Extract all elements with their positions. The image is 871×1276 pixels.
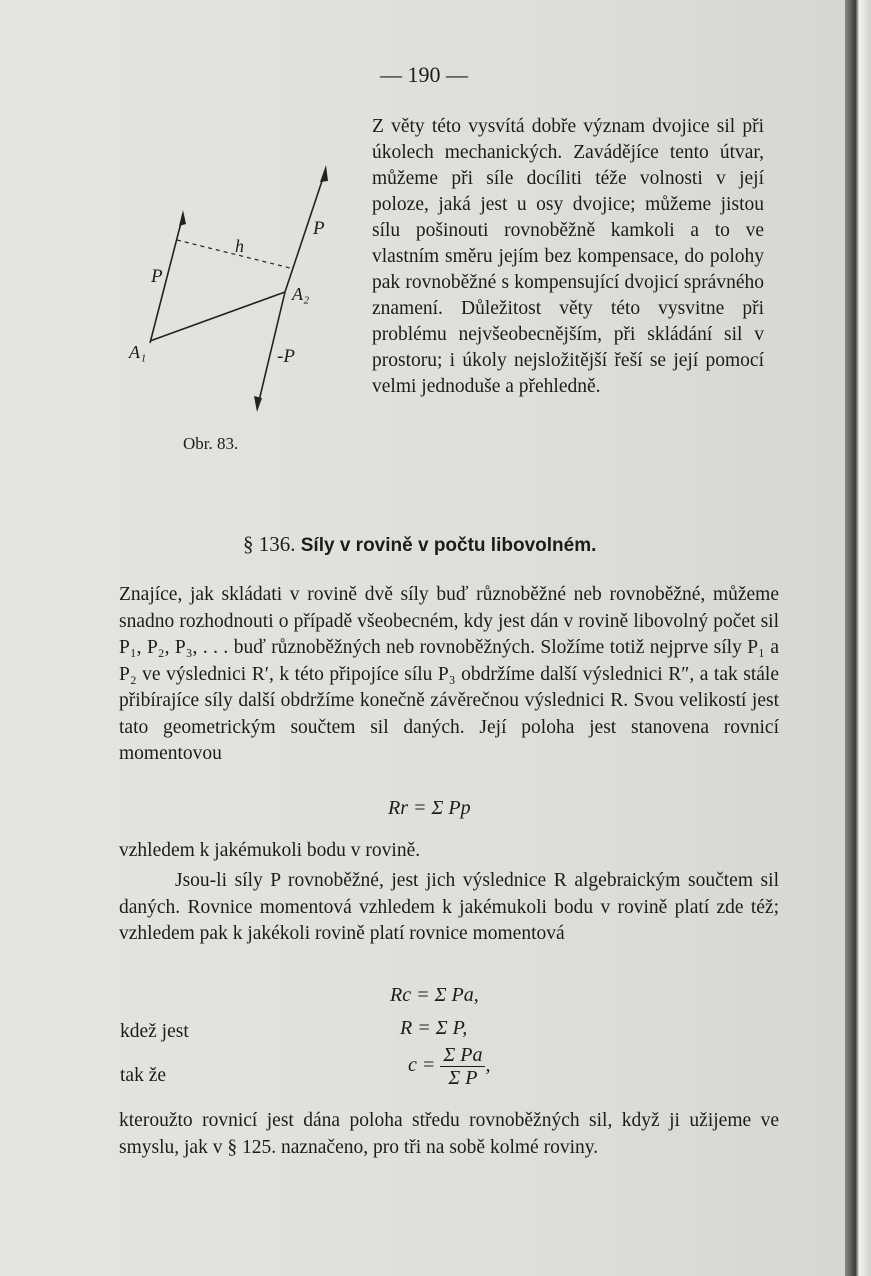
segment-a1-a2 (150, 292, 285, 341)
section-number: § 136. (243, 532, 296, 556)
section-title: Síly v rovině v počtu libovolném. (300, 535, 597, 556)
label-kdez-jest: kdež jest (120, 1021, 189, 1042)
equation-c-tail: , (485, 1054, 491, 1077)
paragraph-3: Jsou-li síly P rovnoběžné, jest jich výslednice R algebraickým součtem sil daných. Rovnice momentová vzhledem k jakémukoli bodu v rovině platí zde též; vzhledem pak k jakékoli rovině platí rovnice momentová (119, 870, 779, 944)
figure-caption: Obr. 83. (183, 434, 239, 453)
label-p-right: P (313, 218, 325, 239)
side-column-text: Z věty této vysvítá dobře význam dvojice sil při úkolech mechanických. Zavádějíce tento útvar, můžeme při síle docíliti téže volnosti v její poloze, jaká jest u osy dvojice; můžeme jistou sílu pošinouti rovnoběžně kamkoli a to ve vlastním směru jejím bez kompensace, do polohy pak rovnoběžné s kompensující dvojicí správného znamení. Důležitost věty této vysvitne při problému nejvšeobecnějším, při skládání sil v prostoru; i úkoly nejsložitější řeší se její pomocí velmi jednoduše a přehledně. (372, 116, 764, 397)
equation-c-numerator: Σ Pa (440, 1044, 485, 1067)
arm-h-dashed (177, 240, 290, 268)
arrow-minus-p (254, 396, 262, 412)
equation-c (408, 1044, 490, 1089)
equation-r: R = Σ P, (400, 1017, 468, 1039)
equation-c-lhs: c = (408, 1054, 436, 1077)
paragraph-1: Znajíce, jak skládati v rovině dvě síly buď různoběžné neb rovnoběžné, můžeme snadno rozhodnouti o případě všeobecném, kdy jest dán v rovině libovolný počet sil P₁, P₂, P₃, . . . buď různoběžných neb rovnoběžných. Složíme totiž nejprve síly P₁ a P₂ ve výslednici R′, k této připojíce sílu P₃ obdržíme další výslednici R″, a tak stále přibírajíce síly další obdržíme konečně závěrečnou výslednici R. Svou velikostí jest tato geometrickým součtem sil daných. Její poloha jest stanovena rovnicí momentovou (119, 584, 779, 764)
label-a2: A₂ (292, 284, 310, 304)
equation-rc: Rc = Σ Pa, (390, 984, 479, 1006)
label-p-left: P (151, 266, 163, 287)
page-number: — 190 — (380, 62, 468, 87)
arrow-p-right (320, 165, 328, 182)
paragraph-2: vzhledem k jakémukoli bodu v rovině. (119, 840, 421, 861)
figure-83 (125, 160, 350, 460)
book-spine (845, 0, 871, 1276)
section-heading (243, 532, 596, 557)
paragraph-4: kteroužto rovnicí jest dána poloha středu rovnoběžných sil, když ji užijeme ve smyslu, jak v § 125. naznačeno, pro tři na sobě kolmé roviny. (119, 1110, 779, 1158)
equation-c-fraction (440, 1044, 485, 1089)
arrow-p-left (179, 210, 186, 226)
label-a1: A₁ (129, 342, 147, 362)
equation-moment: Rr = Σ Pp (388, 797, 471, 819)
label-minus-p: -P (277, 346, 295, 367)
equation-c-denominator: Σ P (448, 1067, 478, 1089)
label-tak-ze: tak že (120, 1065, 167, 1086)
label-h: h (235, 236, 244, 256)
